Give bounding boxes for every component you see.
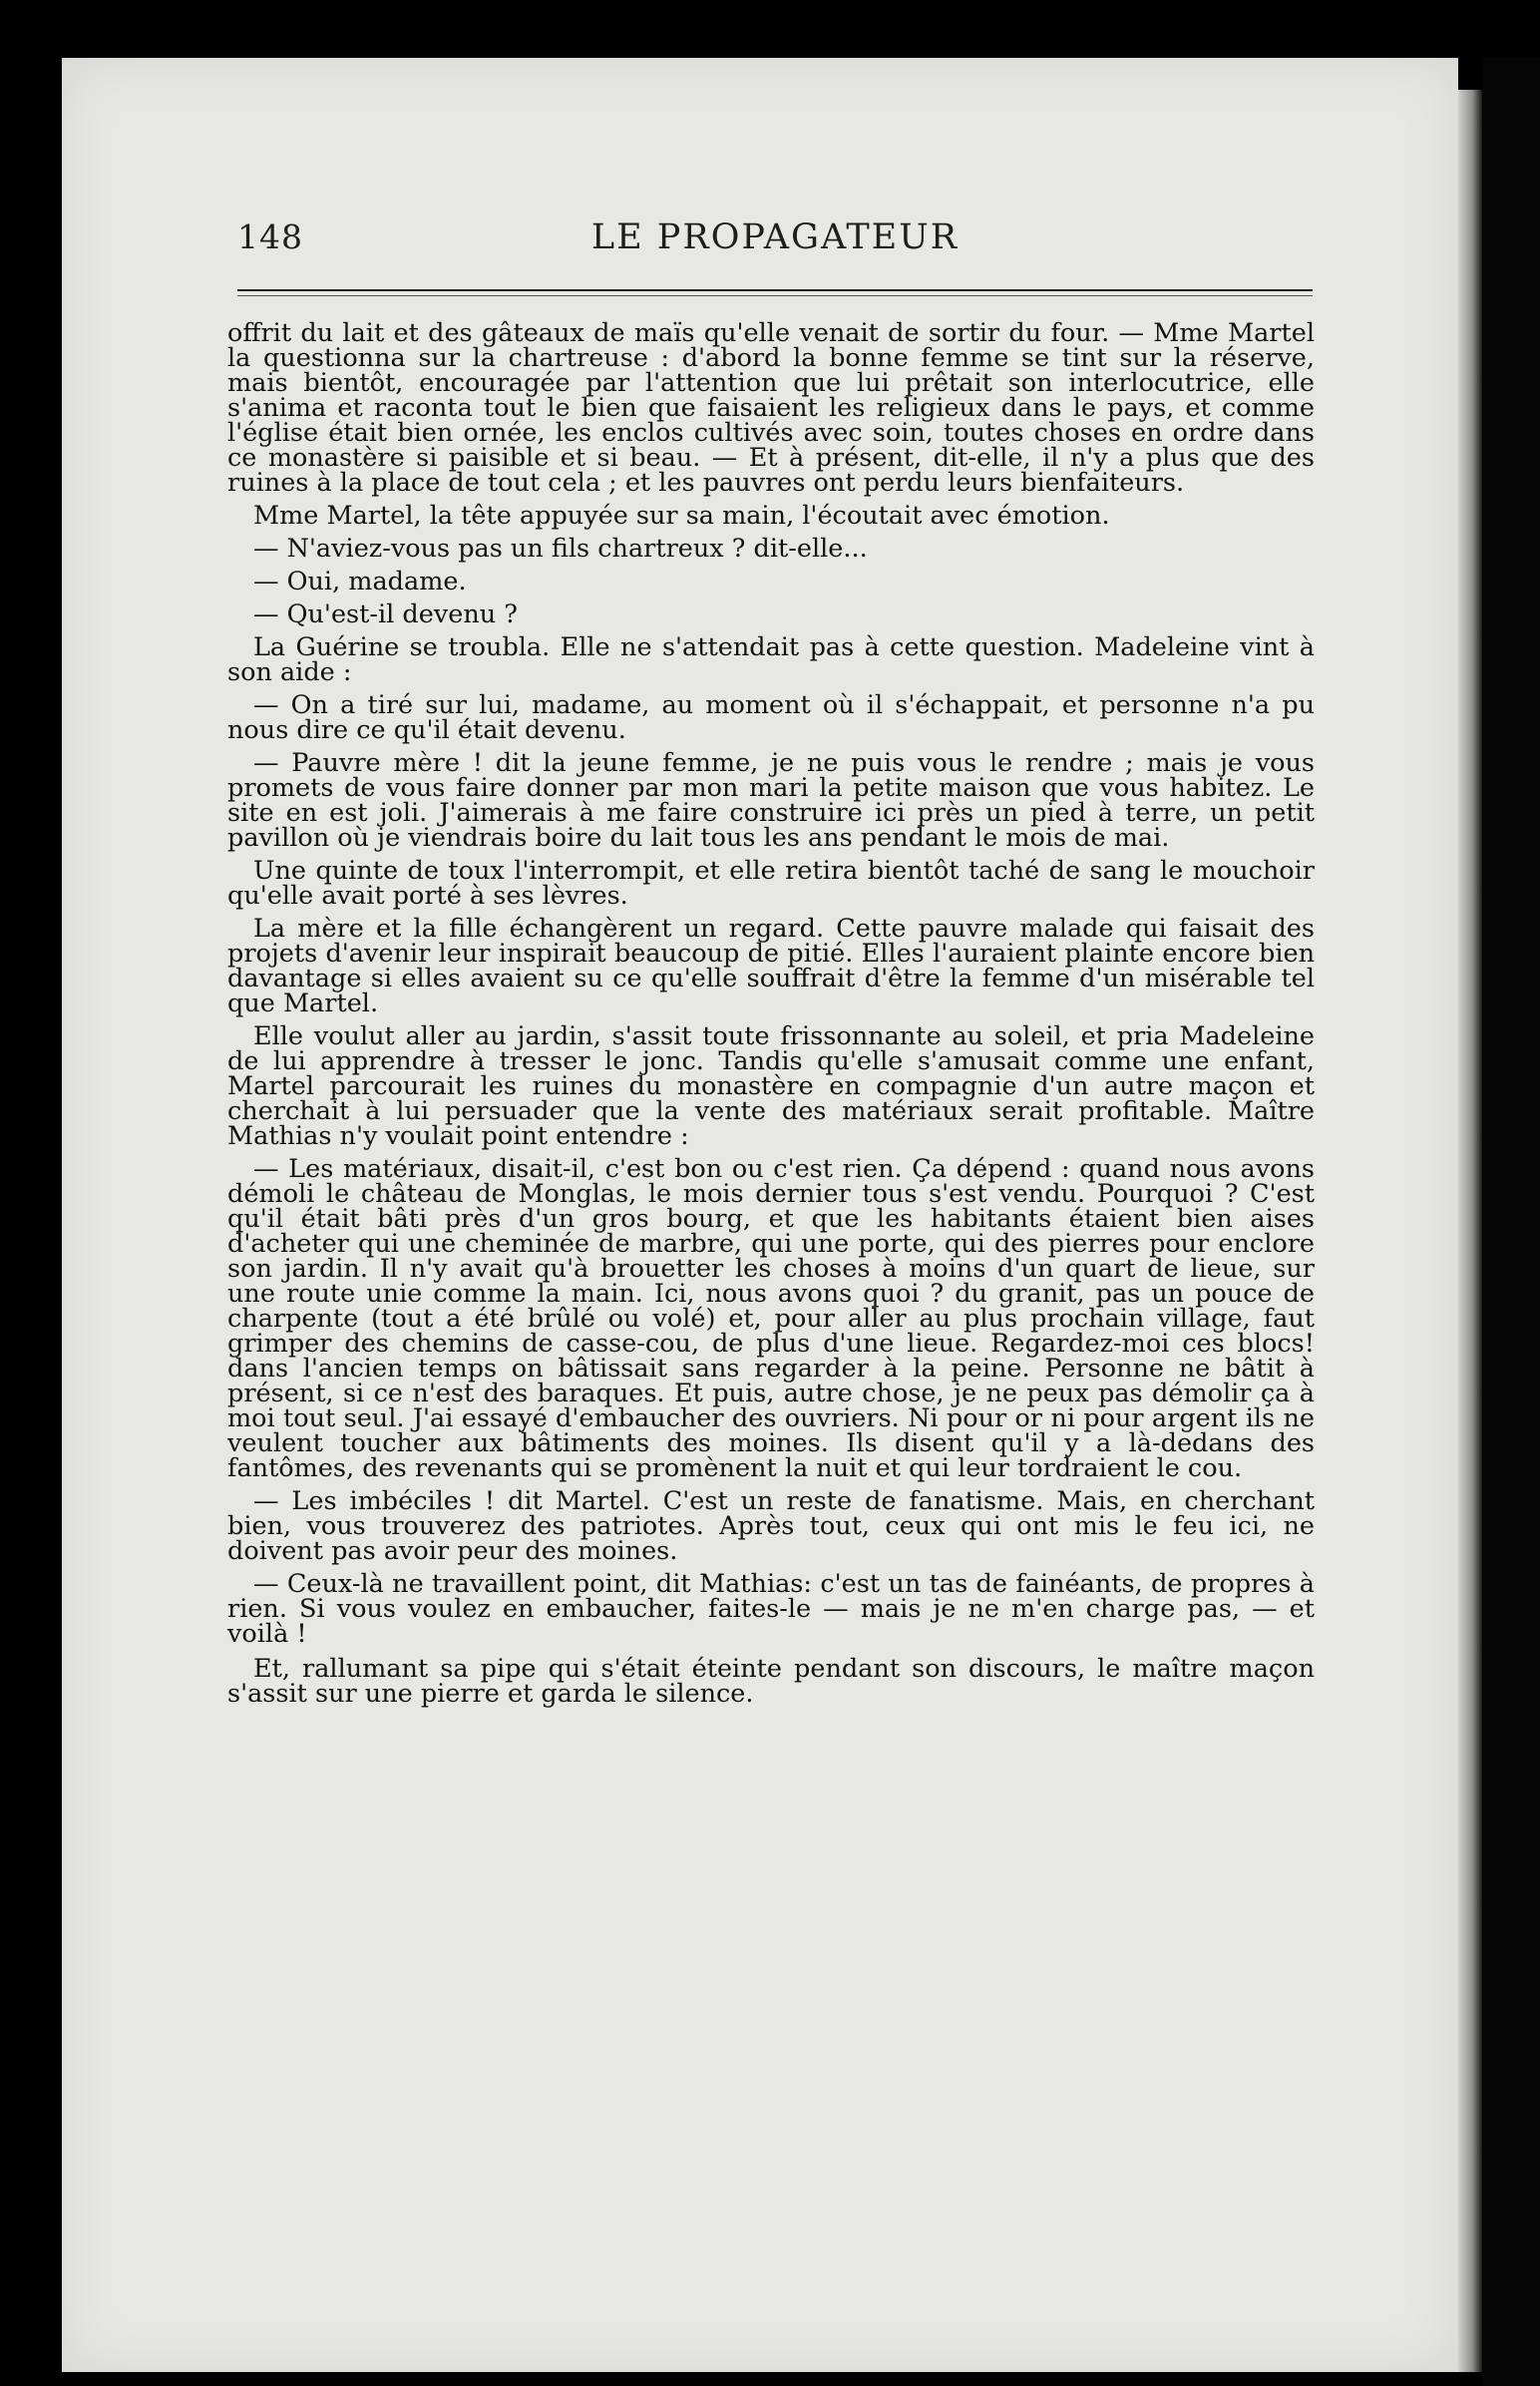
header-rule [237,289,1313,291]
paragraph: — Qu'est-il devenu ? [253,599,518,629]
paragraph: — Oui, madame. [253,567,467,596]
paragraph: — Pauvre mère ! dit la jeune femme, je ne puis vous le rendre ; mais je vous promets de vous faire donner par mon mari la petite maison que vous habitez. Le site en est joli. J'aimerais à me faire construire ici près un pied à terre, un petit pavillon où je viendrais boire du lait tous les ans pendant le mois de mai. [227,748,1315,853]
paragraph: Et, rallumant sa pipe qui s'était éteinte pendant son discours, le maître maçon s'assit sur une pierre et garda le silence. [227,1654,1315,1709]
paragraph: La mère et la fille échangèrent un regard. Cette pauvre malade qui faisait des projets d'avenir leur inspirait beaucoup de pitié. Elles l'auraient plainte encore bien davantage si elles avaient su ce qu'elle souffrait d'être la femme d'un misérable tel que Martel. [227,914,1315,1018]
scan-border [1482,58,1540,2386]
paragraph: Mme Martel, la tête appuyée sur sa main, l'écoutait avec émotion. [253,501,1110,531]
paragraph: Elle voulut aller au jardin, s'assit toute frissonnante au soleil, et pria Madeleine de lui apprendre à tresser le jonc. Tandis qu'elle s'amusait comme une enfant, Martel parcourait les ruines du monastère en compagnie d'un autre maçon et cherchait à lui persuader que la vente des matériaux serait profitable. Maître Mathias n'y voulait point entendre : [227,1021,1315,1151]
running-title: LE PROPAGATEUR [590,217,960,257]
paragraph: offrit du lait et des gâteaux de maïs qu'elle venait de sortir du four. — Mme Martel la questionna sur la chartreuse : d'abord la bonne femme se tint sur la réserve, mais bientôt, encouragée par l'attention que lui prêtait son interlocutrice, elle s'anima et raconta tout le bien que faisaient les religieux dans le pays, et comme l'église était bien ornée, les enclos cultivés avec soin, toutes choses en ordre dans ce monastère si paisible et si beau. — Et à présent, dit-elle, il n'y a plus que des ruines à la place de tout cela ; et les pauvres ont perdu leurs bienfaiteurs. [227,318,1315,498]
paragraph: — Ceux-là ne travaillent point, dit Mathias: c'est un tas de fainéants, de propres à rien. Si vous voulez en embaucher, faites-le — mais je ne m'en charge pas, — et voilà ! [227,1569,1315,1649]
book-spine [1458,90,1482,2372]
paragraph: — N'aviez-vous pas un fils chartreux ? dit-elle... [253,534,868,564]
body-text [227,318,1315,1715]
header-rule-secondary [237,295,1313,296]
paragraph: — Les imbéciles ! dit Martel. C'est un reste de fanatisme. Mais, en cherchant bien, vous trouverez des patriotes. Après tout, ceux qui ont mis le feu ici, ne doivent pas avoir peur des moines. [227,1486,1315,1566]
page-number: 148 [237,217,303,256]
paragraph: La Guérine se troubla. Elle ne s'attendait pas à cette question. Madeleine vint à son aide : [227,632,1315,687]
paragraph: Une quinte de toux l'interrompit, et elle retira bientôt taché de sang le mouchoir qu'elle avait porté à ses lèvres. [227,856,1315,911]
page-header [237,217,1313,277]
paragraph: — On a tiré sur lui, madame, au moment où il s'échappait, et personne n'a pu nous dire ce qu'il était devenu. [227,690,1315,745]
paragraph: — Les matériaux, disait-il, c'est bon ou c'est rien. Ça dépend : quand nous avons démoli le château de Monglas, le mois dernier tous s'est vendu. Pourquoi ? C'est qu'il était bâti près d'un gros bourg, et que les habitants étaient bien aises d'acheter qui une cheminée de marbre, qui une porte, qui des pierres pour enclore son jardin. Il n'y avait qu'à brouetter les choses à moins d'un quart de lieue, sur une route unie comme la main. Ici, nous avons quoi ? du granit, pas un pouce de charpente (tout a été brûlé ou volé) et, pour aller au plus prochain village, faut grimper des chemins de casse-cou, de plus d'une lieue. Regardez-moi ces blocs! dans l'ancien temps on bâtissait sans regarder à la peine. Personne ne bâtit à présent, si ce n'est des baraques. Et puis, autre chose, je ne peux pas démolir ça à moi tout seul. J'ai essayé d'embaucher des ouvriers. Ni pour or ni pour argent ils ne veulent toucher aux bâtiments des moines. Ils disent qu'il y a là-dedans des fantômes, des revenants qui se promènent la nuit et qui leur tordraient le cou. [227,1154,1315,1483]
